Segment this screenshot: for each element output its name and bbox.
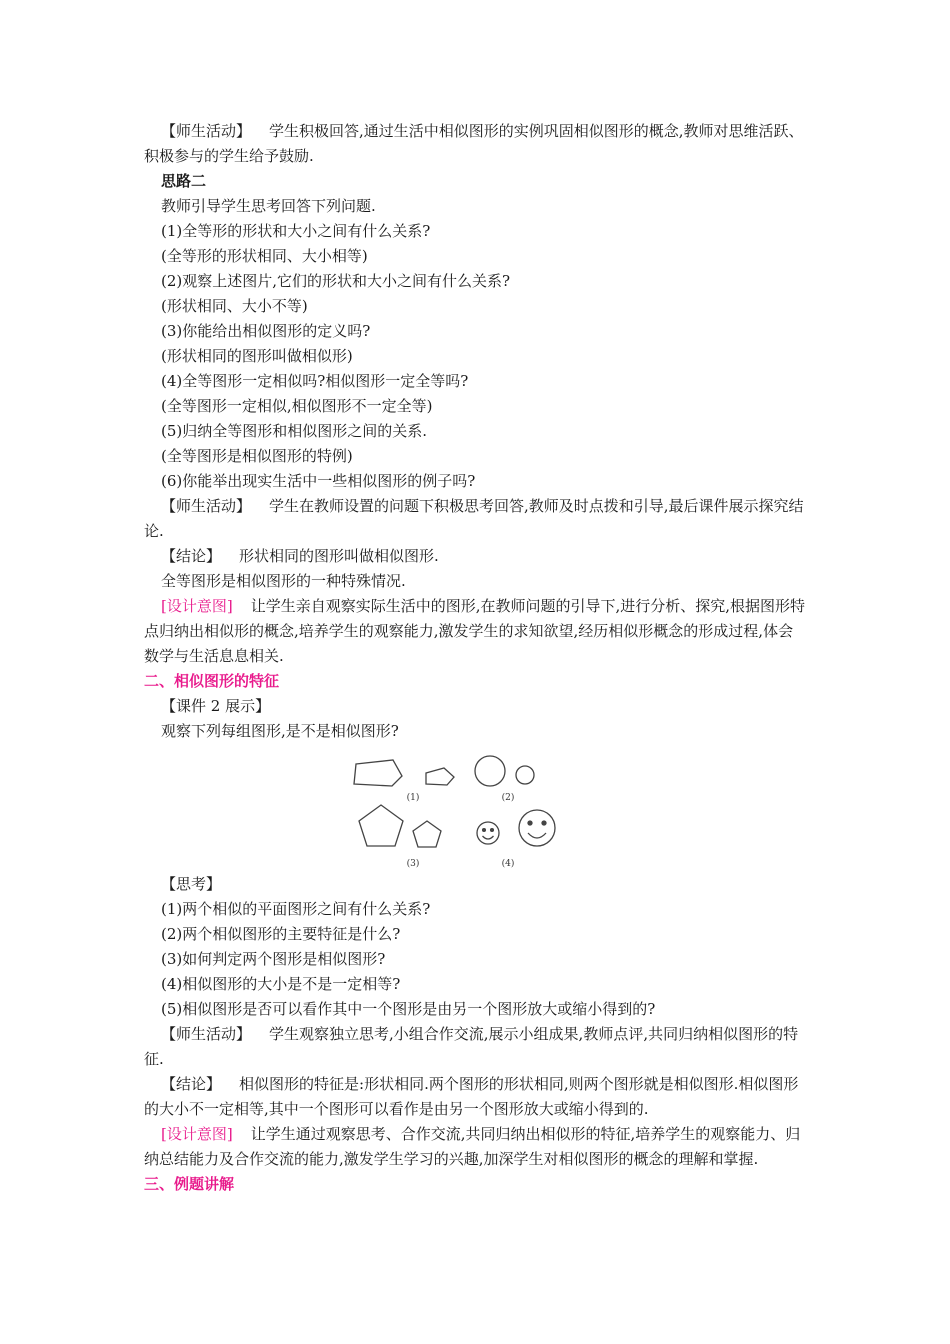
activity-text: 学生积极回答,通过生活中相似图形的实例巩固相似图形的概念,教师对思维活跃、积极参与的学生给予鼓励. xyxy=(144,122,804,165)
small-smiley-face xyxy=(477,822,499,844)
similar-shapes-figure xyxy=(144,748,808,870)
question-4: (4)全等图形一定相似吗?相似图形一定全等吗? xyxy=(161,372,469,390)
think-label: 【思考】 xyxy=(161,875,222,893)
courseware-2-question: 观察下列每组图形,是不是相似图形? xyxy=(161,722,399,740)
shapes-svg xyxy=(144,748,808,870)
conclusion-1 xyxy=(144,544,808,569)
teacher-student-activity-3 xyxy=(144,1022,808,1072)
large-circle xyxy=(475,756,505,786)
question-6: (6)你能举出现实生活中一些相似图形的例子吗? xyxy=(161,472,476,490)
figure-label-1: (1) xyxy=(406,793,420,803)
design-intent-label: [设计意图] xyxy=(161,1125,233,1143)
question-2: (2)观察上述图片,它们的形状和大小之间有什么关系? xyxy=(161,272,511,290)
question-1: (1)全等形的形状和大小之间有什么关系? xyxy=(161,222,431,240)
think-question-4: (4)相似图形的大小是不是一定相等? xyxy=(161,975,401,993)
design-intent-label: [设计意图] xyxy=(161,597,233,615)
small-regular-pentagon xyxy=(413,821,441,847)
small-circle xyxy=(516,766,534,784)
large-irregular-pentagon xyxy=(354,760,402,786)
answer-3: (形状相同的图形叫做相似形) xyxy=(161,347,353,365)
activity-label: 【师生活动】 xyxy=(161,122,252,140)
document-page xyxy=(144,119,808,1197)
teacher-student-activity-1 xyxy=(144,119,808,169)
conclusion-label: 【结论】 xyxy=(161,1075,222,1093)
large-smiley-face xyxy=(519,810,555,846)
design-intent-1 xyxy=(144,594,808,669)
activity-label: 【师生活动】 xyxy=(161,497,252,515)
design-intent-text: 让学生亲自观察实际生活中的图形,在教师问题的引导下,进行分析、探究,根据图形特点归纳出相似形的概念,培养学生的观察能力,激发学生的求知欲望,经历相似形概念的形成过程,体会数学与生活息息相关. xyxy=(144,597,806,665)
activity-label: 【师生活动】 xyxy=(161,1025,252,1043)
courseware-2-label: 【课件 2 展示】 xyxy=(161,697,271,715)
activity-text: 学生在教师设置的问题下积极思考回答,教师及时点拨和引导,最后课件展示探究结论. xyxy=(144,497,804,540)
answer-2: (形状相同、大小不等) xyxy=(161,297,308,315)
figure-label-2: (2) xyxy=(501,793,515,803)
think-question-2: (2)两个相似图形的主要特征是什么? xyxy=(161,925,401,943)
section-three-heading: 三、例题讲解 xyxy=(144,1175,235,1193)
think-question-5: (5)相似图形是否可以看作其中一个图形是由另一个图形放大或缩小得到的? xyxy=(161,1000,656,1018)
conclusion-text: 形状相同的图形叫做相似图形. xyxy=(239,547,439,565)
idea-two-heading: 思路二 xyxy=(161,172,207,190)
section-two-heading: 二、相似图形的特征 xyxy=(144,672,280,690)
activity-text: 学生观察独立思考,小组合作交流,展示小组成果,教师点评,共同归纳相似图形的特征. xyxy=(144,1025,799,1068)
design-intent-2 xyxy=(144,1122,808,1172)
idea-two-intro: 教师引导学生思考回答下列问题. xyxy=(161,197,376,215)
design-intent-text: 让学生通过观察思考、合作交流,共同归纳出相似形的特征,培养学生的观察能力、归纳总结能力及合作交流的能力,激发学生学习的兴趣,加深学生对相似图形的概念的理解和掌握. xyxy=(144,1125,801,1168)
conclusion-1-extra: 全等图形是相似图形的一种特殊情况. xyxy=(161,572,406,590)
think-question-3: (3)如何判定两个图形是相似图形? xyxy=(161,950,386,968)
figure-label-4: (4) xyxy=(501,859,515,869)
answer-4: (全等图形一定相似,相似图形不一定全等) xyxy=(161,397,433,415)
conclusion-label: 【结论】 xyxy=(161,547,222,565)
answer-5: (全等图形是相似图形的特例) xyxy=(161,447,353,465)
answer-1: (全等形的形状相同、大小相等) xyxy=(161,247,368,265)
think-question-1: (1)两个相似的平面图形之间有什么关系? xyxy=(161,900,431,918)
conclusion-text: 相似图形的特征是:形状相同.两个图形的形状相同,则两个图形就是相似图形.相似图形的大小不一定相等,其中一个图形可以看作是由另一个图形放大或缩小得到的. xyxy=(144,1075,799,1118)
question-5: (5)归纳全等图形和相似图形之间的关系. xyxy=(161,422,428,440)
conclusion-2 xyxy=(144,1072,808,1122)
question-3: (3)你能给出相似图形的定义吗? xyxy=(161,322,371,340)
teacher-student-activity-2 xyxy=(144,494,808,544)
large-regular-pentagon xyxy=(359,805,403,846)
small-irregular-pentagon xyxy=(426,768,454,785)
figure-label-3: (3) xyxy=(406,859,420,869)
